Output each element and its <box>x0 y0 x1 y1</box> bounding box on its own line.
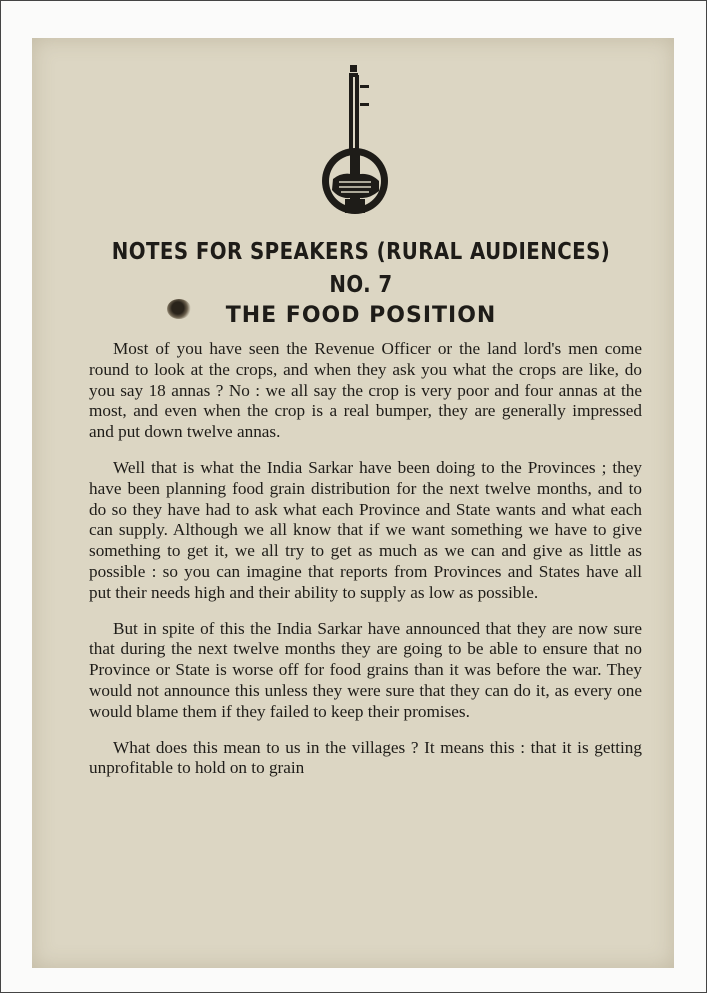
heading-number: NO. 7 <box>329 272 393 298</box>
paragraph-2: Well that is what the India Sarkar have been doing to the Provinces ; they have been planning food grain distribution for the next twelve months, and to do so they have had to ask what each Province and State wants and what each can supply. Although we all know that if we want something we have to give something to get it, we all try to get as much as we can and give as little as possible : so you can imagine that reports from Provinces and States have all put their needs high and their ability to supply as low as possible. <box>89 457 642 602</box>
paragraph-4: What does this mean to us in the villages ? It means this : that it is getting unprofitable to hold on to grain <box>89 737 642 778</box>
heading-food-position: THE FOOD POSITION <box>225 303 497 328</box>
body-text <box>89 339 642 779</box>
paragraph-3: But in spite of this the India Sarkar have announced that they are now sure that during the next twelve months they are going to be able to ensure that no Province or State is worse off for food grains than it was before the war. They would not announce this unless they were sure that they can do it, as every one would blame them if they failed to keep their promises. <box>89 618 642 721</box>
heading-notes-for-speakers: NOTES FOR SPEAKERS (RURAL AUDIENCES) <box>111 239 611 265</box>
sitar-emblem-icon <box>319 63 391 215</box>
paragraph-1: Most of you have seen the Revenue Officer or the land lord's men come round to look at the crops, and when they ask you what the crops are like, do you say 18 annas ? No : we all say the crop is very poor and four annas at the most, and even when the crop is a real bumper, they are generally impressed and put down twelve annas. <box>89 339 642 442</box>
